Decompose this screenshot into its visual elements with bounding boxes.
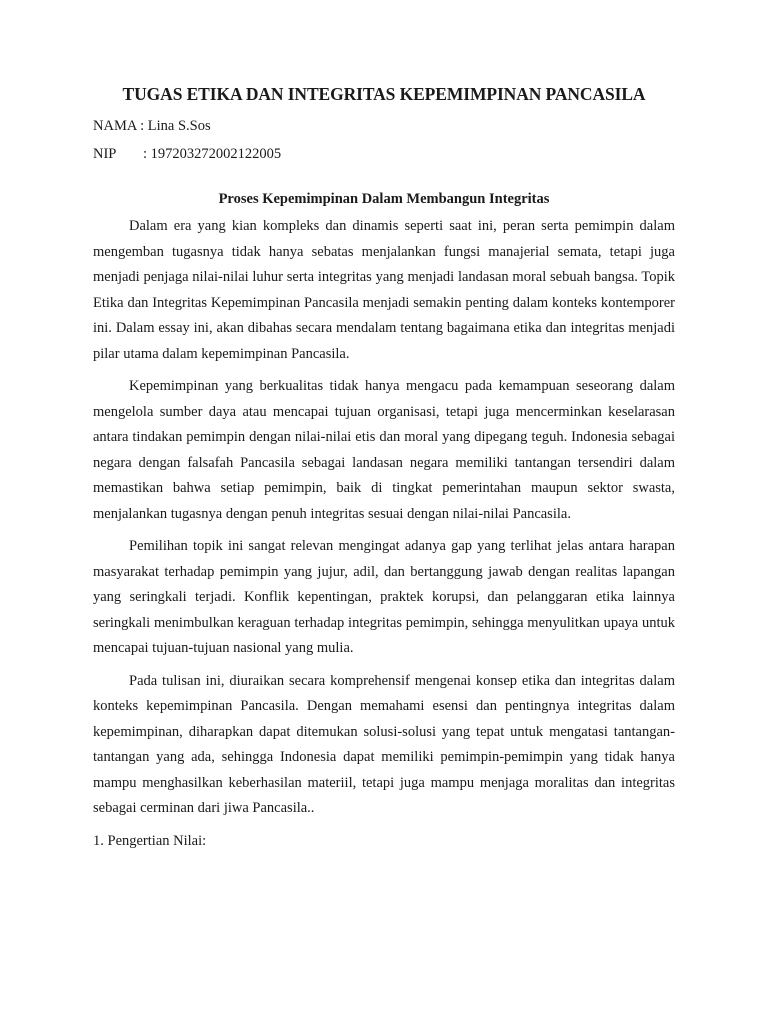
nip-value: : 197203272002122005 [143, 146, 282, 162]
section-subtitle: Proses Kepemimpinan Dalam Membangun Integritas [218, 191, 550, 207]
nip-row [93, 140, 675, 168]
document-page [93, 84, 675, 854]
paragraph-2: Kepemimpinan yang berkualitas tidak hanya mengacu pada kemampuan seseorang dalam mengelola sumber daya atau mencapai tujuan organisasi, tetapi juga mencerminkan keselarasan antara tindakan pemimpin dengan nilai-nilai etis dan moral yang dipegang teguh. Indonesia sebagai negara dengan falsafah Pancasila sebagai landasan negara memiliki tantangan tersendiri dalam memastikan bahwa setiap pemimpin, baik di tingkat pemerintahan maupun sektor swasta, menjalankan tugasnya dengan penuh integritas sesuai dengan nilai-nilai Pancasila. [93, 378, 675, 522]
section-heading: 1. Pengertian Nilai: [93, 832, 207, 849]
paragraph-4: Pada tulisan ini, diuraikan secara komprehensif mengenai konsep etika dan integritas dalam konteks kepemimpinan Pancasila. Dengan memahami esensi dan pentingnya integritas dalam kepemimpinan, diharapkan dapat ditemukan solusi-solusi yang tepat untuk mengatasi tantangan-tantangan yang ada, sehingga Indonesia dapat memiliki pemimpin-pemimpin yang tidak hanya mampu menghasilkan keberhasilan materiil, tetapi juga mampu menjaga moralitas dan integritas sebagai cerminan dari jiwa Pancasila.. [93, 672, 675, 816]
name-label: NAMA : [93, 118, 148, 134]
paragraph-3: Pemilihan topik ini sangat relevan mengingat adanya gap yang terlihat jelas antara harapan masyarakat terhadap pemimpin yang jujur, adil, dan bertanggung jawab dengan realitas lapangan yang seringkali terjadi. Konflik kepentingan, praktek korupsi, dan pelanggaran etika lainnya seringkali menimbulkan keraguan terhadap integritas pemimpin, sehingga menyulitkan upaya untuk mencapai tujuan-tujuan nasional yang mulia. [93, 538, 675, 656]
paragraph-1: Dalam era yang kian kompleks dan dinamis seperti saat ini, peran serta pemimpin dalam mengemban tugasnya tidak hanya sebatas menjalankan fungsi manajerial semata, tetapi juga menjadi penjaga nilai-nilai luhur serta integritas yang menjadi landasan moral sebuah bangsa. Topik Etika dan Integritas Kepemimpinan Pancasila menjadi semakin penting dalam konteks kontemporer ini. Dalam essay ini, akan dibahas secara mendalam tentang bagaimana etika dan integritas menjadi pilar utama dalam kepemimpinan Pancasila. [93, 218, 675, 362]
document-title: TUGAS ETIKA DAN INTEGRITAS KEPEMIMPINAN PANCASILA [122, 84, 646, 104]
name-value: Lina S.Sos [147, 118, 211, 134]
nip-label: NIP [93, 146, 117, 162]
name-row [93, 112, 675, 140]
